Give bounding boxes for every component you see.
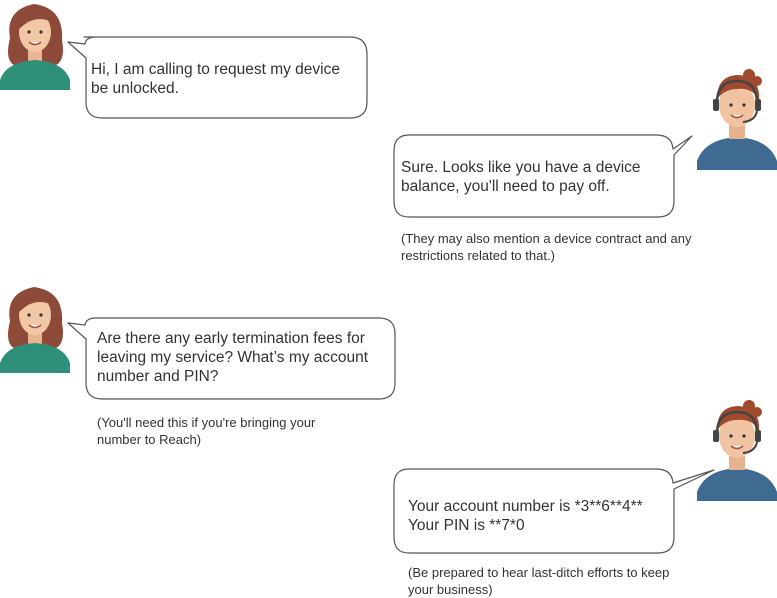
customer-avatar [0, 283, 72, 373]
agent-message-1: Sure. Looks like you have a device balance, you'll need to pay off. [401, 159, 641, 195]
agent-message-2-note: (Be prepared to hear last-ditch efforts to keep your business) [408, 565, 670, 597]
customer-avatar [0, 0, 72, 90]
agent-avatar [697, 69, 777, 170]
customer-message-2-note: (You'll need this if you're bringing your number to Reach) [97, 415, 316, 447]
agent-message-1-note: (They may also mention a device contract and any restrictions related to that.) [401, 231, 692, 263]
customer-message-1: Hi, I am calling to request my device be unlocked. [91, 61, 340, 97]
customer-message-2: Are there any early termination fees for leaving my service? What’s my account number and PIN? [97, 330, 369, 385]
agent-message-2: Your account number is *3**6**4** Your PIN is **7*0 [408, 498, 643, 534]
